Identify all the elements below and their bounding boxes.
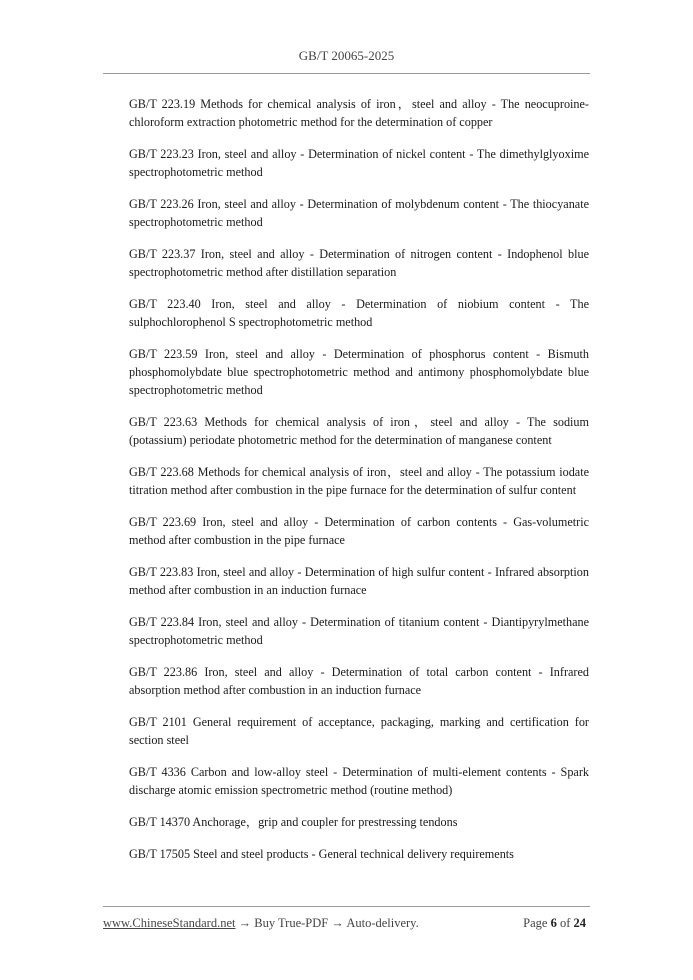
page-footer — [103, 916, 590, 931]
reference-item: GB/T 223.40 Iron, steel and alloy - Determination of niobium content - The sulphochlorophenol S spectrophotometric method — [129, 297, 589, 329]
reference-item: GB/T 223.63 Methods for chemical analysis of iron，steel and alloy - The sodium (potassium) periodate photometric method for the determination of manganese content — [129, 415, 589, 447]
page-indicator — [523, 916, 586, 931]
arrow-icon: → — [238, 916, 252, 930]
footer-divider — [103, 906, 590, 907]
site-link[interactable]: www.ChineseStandard.net — [103, 916, 236, 930]
page-label: Page — [523, 916, 548, 930]
reference-item: GB/T 223.19 Methods for chemical analysis of iron，steel and alloy - The neocuproine-chloroform extraction photometric method for the determination of copper — [129, 97, 589, 129]
reference-item: GB/T 223.68 Methods for chemical analysis of iron，steel and alloy - The potassium iodate titration method after combustion in the pipe furnace for the determination of sulfur content — [129, 465, 589, 497]
of-label: of — [559, 916, 571, 930]
reference-item: GB/T 223.59 Iron, steel and alloy - Determination of phosphorus content - Bismuth phosphomolybdate blue spectrophotometric method and antimony phosphomolybdate blue spectrophotometric method — [129, 347, 589, 397]
auto-delivery-text: Auto-delivery. — [346, 916, 419, 930]
reference-item: GB/T 223.84 Iron, steel and alloy - Determination of titanium content - Diantipyrylmethane spectrophotometric method — [129, 615, 589, 647]
reference-item: GB/T 2101 General requirement of acceptance, packaging, marking and certification for section steel — [129, 715, 589, 747]
header-divider — [103, 73, 590, 74]
reference-item: GB/T 223.23 Iron, steel and alloy - Determination of nickel content - The dimethylglyoxime spectrophotometric method — [129, 147, 589, 179]
running-header: GB/T 20065-2025 — [298, 48, 395, 63]
total-pages: 24 — [573, 916, 586, 930]
reference-item: GB/T 223.86 Iron, steel and alloy - Determination of total carbon content - Infrared absorption method after combustion in an induction furnace — [129, 665, 589, 697]
reference-item: GB/T 223.37 Iron, steel and alloy - Determination of nitrogen content - Indophenol blue spectrophotometric method after distillation separation — [129, 247, 589, 279]
current-page: 6 — [550, 916, 557, 930]
reference-item: GB/T 14370 Anchorage，grip and coupler for prestressing tendons — [129, 815, 458, 829]
reference-item: GB/T 223.83 Iron, steel and alloy - Determination of high sulfur content - Infrared absorption method after combustion in an induction furnace — [129, 565, 589, 597]
reference-item: GB/T 4336 Carbon and low-alloy steel - Determination of multi-element contents - Spark discharge atomic emission spectrometric method (routine method) — [129, 765, 589, 797]
reference-item: GB/T 223.26 Iron, steel and alloy - Determination of molybdenum content - The thiocyanate spectrophotometric method — [129, 197, 589, 229]
buy-pdf-link[interactable]: Buy True-PDF — [254, 916, 329, 930]
arrow-icon: → — [331, 916, 344, 930]
normative-references-list — [129, 95, 589, 877]
reference-item: GB/T 17505 Steel and steel products - General technical delivery requirements — [129, 847, 514, 861]
reference-item: GB/T 223.69 Iron, steel and alloy - Determination of carbon contents - Gas-volumetric method after combustion in the pipe furnace — [129, 515, 589, 547]
